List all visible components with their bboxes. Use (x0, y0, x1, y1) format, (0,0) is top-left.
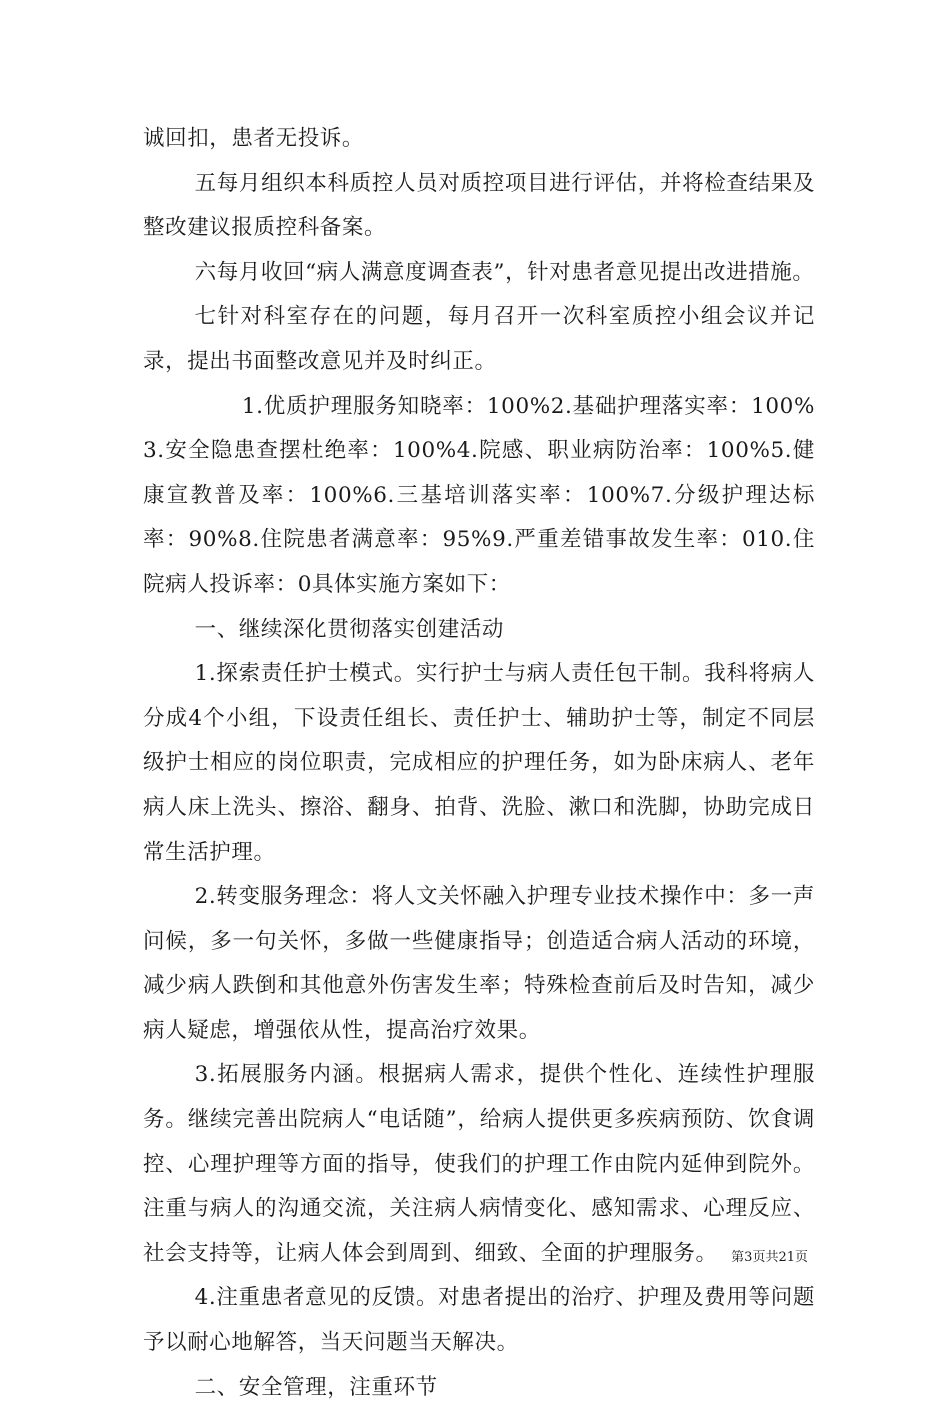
section-heading-two: 二、安全管理，注重环节 (194, 1374, 438, 1400)
document-body (143, 117, 815, 1410)
paragraph-item-six: 六每月收回“病人满意度调查表”，针对患者意见提出改进措施。 (194, 259, 815, 285)
page-number: 第3页共21页 (731, 1250, 808, 1265)
section-heading-one: 一、继续深化贯彻落实创建活动 (194, 616, 504, 642)
paragraph-point-1: 1.探索责任护士模式。实行护士与病人责任包干制。我科将病人分成4个小组，下设责任组长、责任护士、辅助护士等，制定不同层级护士相应的岗位职责，完成相应的护理任务，如为卧床病人、老年病人床上洗头、擦浴、翻身、拍背、洗脸、漱口和洗脚，协助完成日常生活护理。 (143, 661, 815, 865)
paragraph-item-seven: 七针对科室存在的问题，每月召开一次科室质控小组会议并记录，提出书面整改意见并及时纠正。 (143, 304, 815, 374)
paragraph-item-five: 五每月组织本科质控人员对质控项目进行评估，并将检查结果及整改建议报质控科备案。 (143, 170, 815, 241)
paragraph-continuation: 诚回扣，患者无投诉。 (143, 126, 365, 151)
paragraph-targets: 1.优质护理服务知晓率：100%2.基础护理落实率：100%3.安全隐患查摆杜绝率：100%4.院感、职业病防治率：100%5.健康宣教普及率：100%6.三基培训落实率：100%7.分级护理达标率：90%8.住院患者满意率：95%9.严重差错事故发生率：010.住院病人投诉率：0具体实施方案如下： (143, 393, 815, 597)
paragraph-point-4: 4.注重患者意见的反馈。对患者提出的治疗、护理及费用等问题予以耐心地解答，当天问题当天解决。 (143, 1285, 815, 1356)
paragraph-point-3: 3.拓展服务内涵。根据病人需求，提供个性化、连续性护理服务。继续完善出院病人“电话随”，给病人提供更多疾病预防、饮食调控、心理护理等方面的指导，使我们的护理工作由院内延伸到院外。注重与病人的沟通交流，关注病人病情变化、感知需求、心理反应、社会支持等，让病人体会到周到、细致、全面的护理服务。 (143, 1062, 815, 1266)
paragraph-point-2: 2.转变服务理念：将人文关怀融入护理专业技术操作中：多一声问候，多一句关怀，多做一些健康指导；创造适合病人活动的环境，减少病人跌倒和其他意外伤害发生率；特殊检查前后及时告知，减少病人疑虑，增强依从性，提高治疗效果。 (143, 884, 815, 1043)
